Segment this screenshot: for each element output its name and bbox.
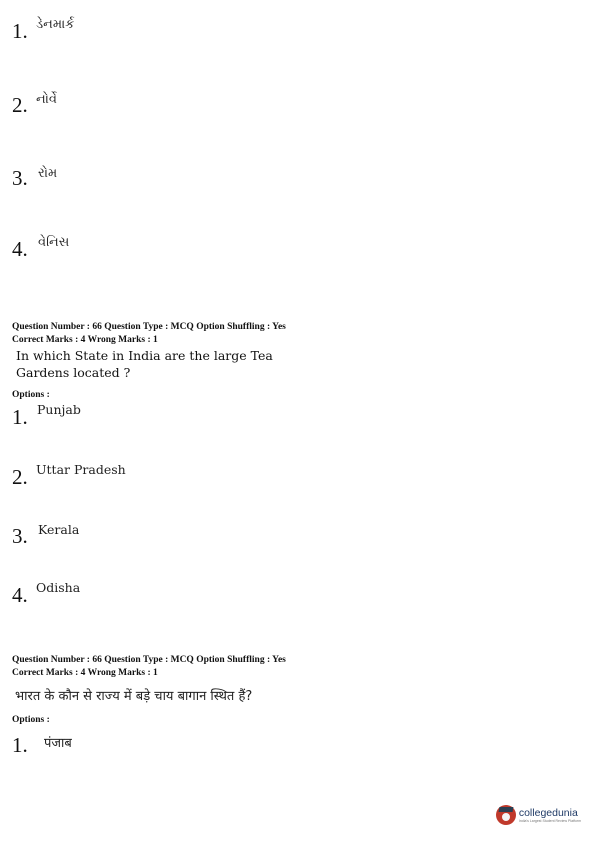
option-number: 3.	[12, 166, 28, 190]
option-number: 4.	[12, 583, 28, 607]
option-number: 4.	[12, 237, 28, 261]
option-number: 2.	[12, 465, 28, 489]
graduation-cap-icon	[496, 805, 516, 825]
option-text: पंजाब	[44, 736, 72, 751]
option-number: 3.	[12, 524, 28, 548]
logo-tagline: India's Largest Student Review Platform	[518, 818, 581, 823]
question-text: In which State in India are the large Tea	[16, 348, 273, 363]
question-marks: Correct Marks : 4 Wrong Marks : 1	[12, 668, 158, 678]
question-text: भारत के कौन से राज्य में बड़े चाय बागान स्थित हैं?	[15, 689, 253, 704]
option-text: નોર્વે	[36, 92, 58, 107]
option-text: Punjab	[37, 402, 81, 417]
option-text: વેનિસ	[38, 235, 70, 250]
option-number: 2.	[12, 93, 28, 117]
options-label: Options :	[12, 715, 50, 725]
option-text: ડેનમાર્ક	[36, 17, 75, 32]
logo-brand: collegedunia	[518, 806, 578, 819]
option-number: 1.	[12, 405, 28, 429]
question-meta: Question Number : 66 Question Type : MCQ Option Shuffling : Yes	[12, 322, 286, 332]
question-meta: Question Number : 66 Question Type : MCQ Option Shuffling : Yes	[12, 655, 286, 665]
option-text: Kerala	[38, 522, 80, 537]
option-number: 1.	[12, 733, 28, 757]
option-text: Uttar Pradesh	[36, 462, 126, 477]
question-text: Gardens located ?	[16, 365, 131, 380]
option-text: Odisha	[36, 580, 81, 595]
option-number: 1.	[12, 19, 28, 43]
option-text: રોમ	[38, 166, 58, 181]
collegedunia-logo	[496, 805, 581, 825]
question-marks: Correct Marks : 4 Wrong Marks : 1	[12, 335, 158, 345]
options-label: Options :	[12, 390, 50, 400]
